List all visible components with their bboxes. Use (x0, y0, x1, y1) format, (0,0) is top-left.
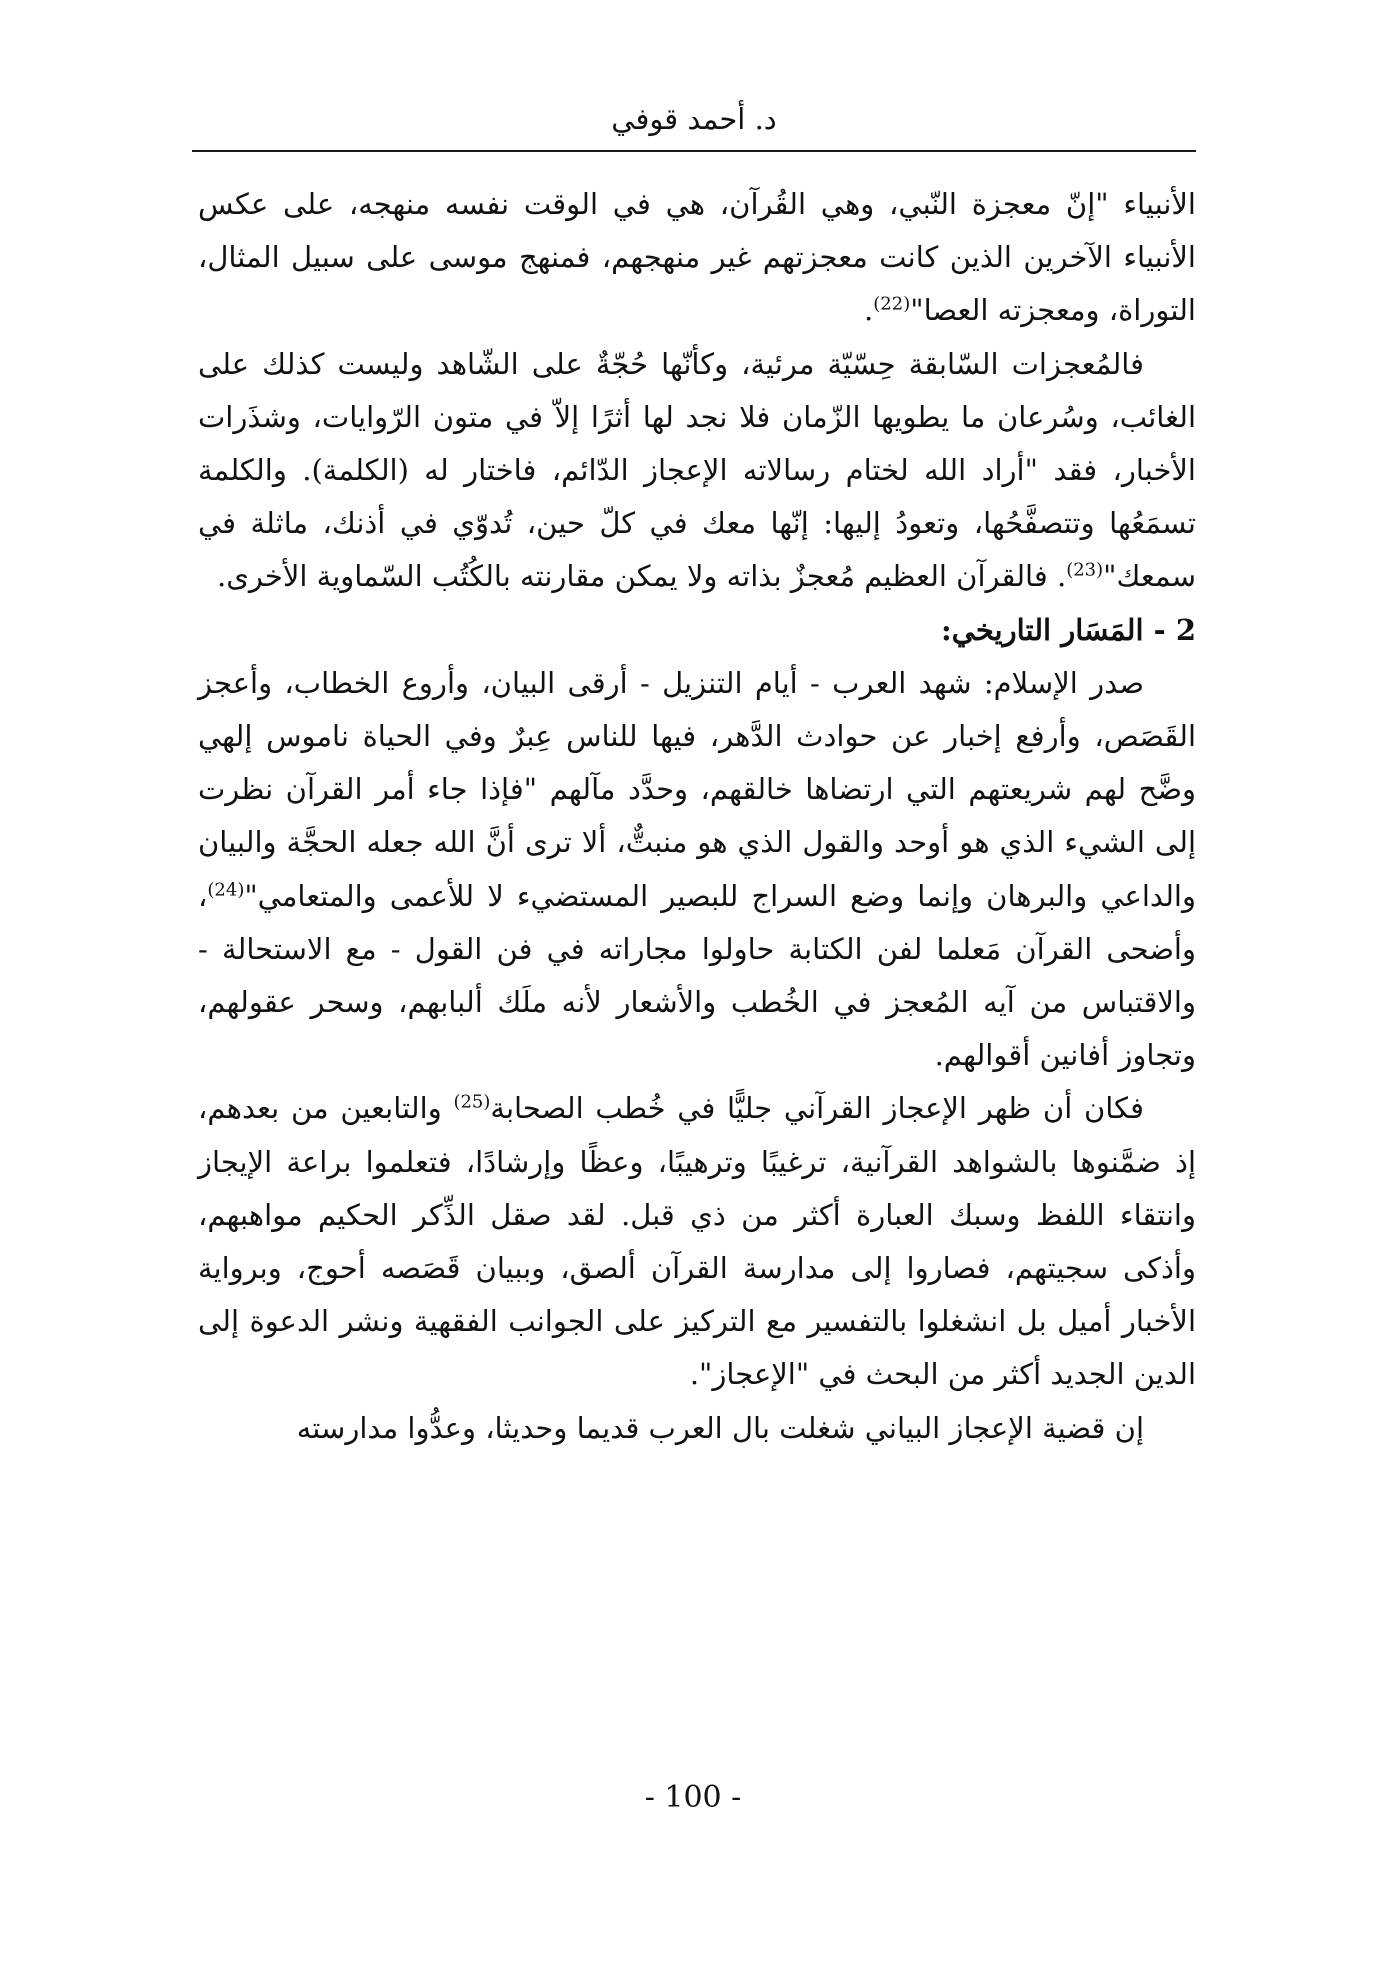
footnote-reference: (25) (453, 1091, 491, 1113)
paragraph-text: والتابعين من بعدهم، إذ ضمَّنوها بالشواهد القرآنية، ترغيبًا وترهيبًا، وعظًا وإرشادًا، فتعلموا براعة الإيجاز وانتقاء اللفظ وسبك العبارة أكثر من ذي قبل. لقد صقل الذِّكر الحكيم مواهبهم، وأذكى سجيتهم، فصاروا إلى مدارسة القرآن ألصق، وببيان قَصَصه أحوج، وبرواية الأخبار أميل بل انشغلوا بالتفسير مع التركيز على الجوانب الفقهية ونشر الدعوة إلى الدين الجديد أكثر من البحث في "الإعجاز". (198, 1091, 1196, 1392)
paragraph (198, 657, 1196, 1083)
paragraph-text: 2 - المَسَار التاريخي: (940, 612, 1196, 647)
section-heading (198, 604, 1196, 657)
paragraph-text: فالمُعجزات السّابقة حِسّيّة مرئية، وكأنّها حُجّةٌ على الشّاهد وليست كذلك على الغائب، وسُرعان ما يطويها الزّمان فلا نجد لها أثرًا إلاّ في متون الرّوايات، وشذَرات الأخبار، فقد "أراد الله لختام رسالاته الإعجاز الدّائم، فاختار له (الكلمة). والكلمة تسمَعُها وتتصفَّحُها، وتعودُ إليها: إنّها معك في كلّ حين، تُدوّي في أذنك، ماثلة في سمعك" (198, 346, 1196, 594)
author-name: د. أحمد قوفي (611, 102, 777, 136)
paragraph (198, 1402, 1196, 1455)
paragraph (198, 178, 1196, 338)
footnote-reference: (23) (1066, 559, 1104, 581)
body-text (198, 178, 1196, 1455)
paragraph-text: إن قضية الإعجاز البياني شغلت بال العرب قديما وحديثا، وعدُّوا مدارسته (296, 1410, 1144, 1445)
paragraph-text: ، وأضحى القرآن مَعلما لفن الكتابة حاولوا مجاراته في فن القول - مع الاستحالة - والاقتباس من آيه المُعجز في الخُطب والأشعار لأنه ملَك ألبابهم، وسحر عقولهم، وتجاوز أفانين أقوالهم. (198, 878, 1196, 1073)
paragraph-text: فكان أن ظهر الإعجاز القرآني جليًّا في خُطب الصحابة (490, 1091, 1144, 1126)
paragraph-text: الأنبياء "إنّ معجزة النّبي، وهي القُرآن، هي في الوقت نفسه منهجه، على عكس الأنبياء الآخرين الذين كانت معجزتهم غير منهجهم، فمنهج موسى على سبيل المثال، التوراة، ومعجزته العصا" (198, 187, 1196, 328)
paragraph-text: صدر الإسلام: شهد العرب - أيام التنزيل - أرقى البيان، وأروع الخطاب، وأعجز القَصَص، وأرفع إخبار عن حوادث الدَّهر، فيها للناس عِبرٌ وفي الحياة ناموس إلهي وضَّح لهم شريعتهم التي ارتضاها خالقهم، وحدَّد مآلهم "فإذا جاء أمر القرآن نظرت إلى الشيء الذي هو أوحد والقول الذي هو منبتٌّ، ألا ترى أنَّ الله جعله الحجَّة والبيان والداعي والبرهان وإنما وضع السراج للبصير المستضيء لا للأعمى والمتعامي" (198, 665, 1196, 913)
paragraph (198, 1082, 1196, 1401)
page-number: - 100 - (644, 1780, 742, 1815)
paragraph-text: . (864, 293, 874, 328)
footnote-reference: (24) (207, 878, 245, 900)
paragraph (198, 338, 1196, 604)
running-header (192, 100, 1196, 152)
paragraph-text: . فالقرآن العظيم مُعجزٌ بذاته ولا يمكن مقارنته بالكُتُب السّماوية الأخرى. (216, 559, 1067, 594)
footnote-reference: (22) (873, 293, 911, 315)
